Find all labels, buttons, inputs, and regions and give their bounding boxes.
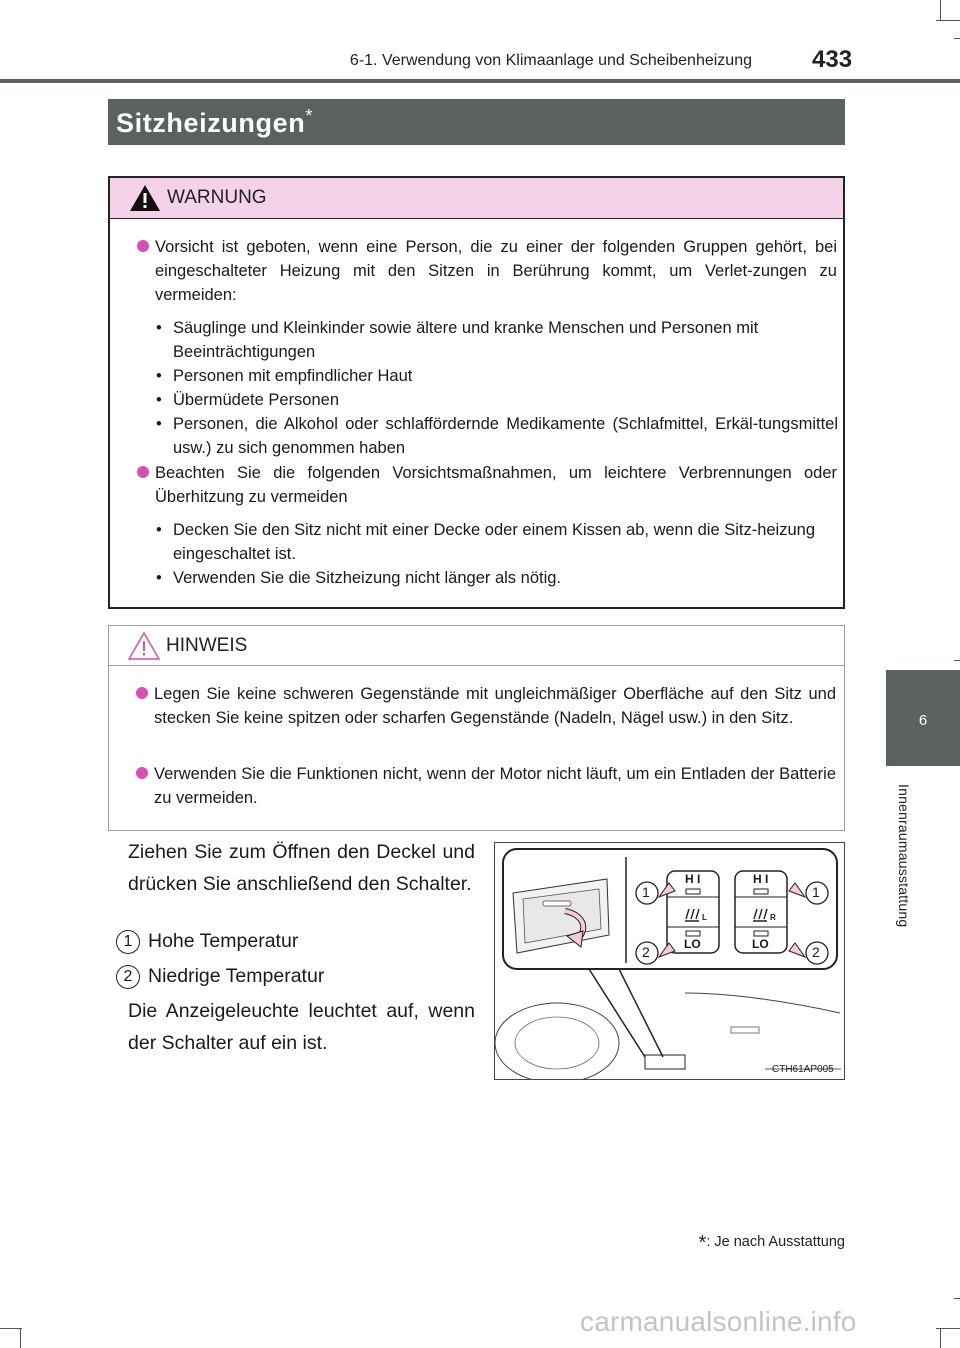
hint-item-text: Legen Sie keine schweren Gegenstände mit ungleichmäßiger Oberfläche auf den Sitz und stecken Sie keine spitzen oder scharfen Gegenstände (Nadeln, Nägel usw.) in den Sitz. bbox=[154, 685, 836, 727]
warning-subitem bbox=[156, 518, 838, 566]
bullet-icon: • bbox=[156, 391, 162, 409]
hint-header bbox=[109, 626, 844, 666]
warning-subitem bbox=[156, 388, 838, 412]
callout-badge: 1 bbox=[116, 930, 140, 954]
warning-subitem bbox=[156, 412, 838, 460]
warning-subitem bbox=[156, 364, 838, 388]
right-seat-marker: R bbox=[770, 913, 776, 922]
hi-label-right: H I bbox=[753, 872, 769, 886]
left-seat-marker: L bbox=[702, 913, 707, 922]
warning-label: WARNUNG bbox=[167, 187, 267, 208]
bullet-icon: • bbox=[156, 521, 162, 539]
hint-item bbox=[154, 682, 836, 730]
warning-subitem-text: Säuglinge und Kleinkinder sowie ältere und kranke Menschen und Personen mit Beeinträchtigungen bbox=[173, 319, 759, 361]
hint-item bbox=[154, 762, 836, 810]
footnote-text: : Je nach Ausstattung bbox=[706, 1234, 845, 1250]
bullet-icon: • bbox=[156, 367, 162, 385]
section-title-text: Sitzheizungen bbox=[116, 108, 306, 138]
chapter-number: 6 bbox=[918, 712, 928, 729]
page-header bbox=[0, 0, 960, 90]
warning-header bbox=[110, 178, 843, 219]
crop-mark bbox=[0, 1328, 22, 1329]
chapter-tab bbox=[886, 670, 960, 766]
crop-mark bbox=[954, 660, 960, 661]
callout-2-right: 2 bbox=[812, 944, 820, 960]
callout-1-left: 1 bbox=[642, 884, 650, 900]
bullet-dot-icon bbox=[137, 240, 149, 252]
list-item bbox=[116, 930, 298, 954]
warning-subitem-text: Personen, die Alkohol oder schlaffördernde Medikamente (Schlafmittel, Erkäl-tungsmittel usw.) zu sich genommen haben bbox=[173, 415, 838, 457]
warning-subitem-text: Übermüdete Personen bbox=[173, 391, 340, 409]
hint-item-text: Verwenden Sie die Funktionen nicht, wenn der Motor nicht läuft, um ein Entladen der Batterie zu vermeiden. bbox=[154, 765, 836, 807]
lo-label-left: LO bbox=[684, 937, 701, 951]
warning-item-text: Beachten Sie die folgenden Vorsichtsmaßnahmen, um leichtere Verbrennungen oder Überhitzung zu vermeiden bbox=[155, 464, 837, 506]
crop-mark bbox=[940, 1328, 941, 1348]
chapter-label: Innenraumausstattung bbox=[896, 784, 912, 928]
warning-subitem-text: Verwenden Sie die Sitzheizung nicht länger als nötig. bbox=[173, 569, 561, 587]
footnote bbox=[600, 1232, 845, 1255]
bullet-dot-icon bbox=[137, 466, 149, 478]
warning-item-text: Vorsicht ist geboten, wenn eine Person, die zu einer der folgenden Gruppen gehört, bei eingeschalteter Heizung mit den Sitzen in Berührung kommt, um Verlet-zungen zu vermeiden: bbox=[155, 238, 837, 304]
bullet-dot-icon bbox=[136, 687, 148, 699]
bullet-icon: • bbox=[156, 569, 162, 587]
caution-triangle-icon bbox=[127, 631, 161, 661]
asterisk-icon: * bbox=[698, 1232, 707, 1254]
list-item-text: Niedrige Temperatur bbox=[148, 965, 325, 987]
callout-badge: 2 bbox=[116, 965, 140, 989]
hint-box bbox=[108, 625, 845, 831]
warning-item bbox=[155, 461, 837, 509]
warning-triangle-icon bbox=[128, 183, 162, 213]
callout-2-left: 2 bbox=[642, 944, 650, 960]
hint-label: HINWEIS bbox=[166, 635, 248, 656]
page-number: 433 bbox=[812, 46, 853, 73]
dashboard-drawing bbox=[495, 843, 845, 1080]
illustration-caption: CTH61AP005 bbox=[772, 1064, 834, 1075]
callout-1-right: 1 bbox=[812, 884, 820, 900]
running-title: 6-1. Verwendung von Klimaanlage und Scheibenheizung bbox=[349, 52, 752, 69]
crop-mark bbox=[20, 1328, 21, 1348]
warning-subitem-text: Personen mit empfindlicher Haut bbox=[173, 367, 413, 385]
instruction-intro: Ziehen Sie zum Öffnen den Deckel und drücken Sie anschließend den Schalter. bbox=[128, 841, 475, 895]
watermark: carmanualsonline.info bbox=[580, 1306, 857, 1337]
bullet-dot-icon bbox=[136, 767, 148, 779]
warning-item bbox=[155, 235, 837, 307]
warning-subitem bbox=[156, 316, 838, 364]
seat-heater-illustration bbox=[494, 842, 845, 1080]
warning-box bbox=[108, 176, 845, 609]
lo-label-right: LO bbox=[752, 937, 769, 951]
instruction-outro: Die Anzeigeleuchte leuchtet auf, wenn der Schalter auf ein ist. bbox=[128, 1000, 475, 1054]
bullet-icon: • bbox=[156, 319, 162, 337]
asterisk-mark: * bbox=[305, 106, 313, 126]
list-item-text: Hohe Temperatur bbox=[148, 930, 299, 952]
bullet-icon: • bbox=[156, 415, 162, 433]
list-item bbox=[116, 965, 324, 989]
crop-mark bbox=[954, 1298, 960, 1299]
hi-label-left: H I bbox=[685, 872, 701, 886]
section-title-bar bbox=[108, 99, 845, 145]
warning-subitem-text: Decken Sie den Sitz nicht mit einer Decke oder einem Kissen ab, wenn die Sitz-heizung eingeschaltet ist. bbox=[173, 521, 816, 563]
section-title bbox=[116, 106, 313, 139]
header-rule bbox=[0, 79, 960, 83]
warning-subitem bbox=[156, 566, 838, 590]
